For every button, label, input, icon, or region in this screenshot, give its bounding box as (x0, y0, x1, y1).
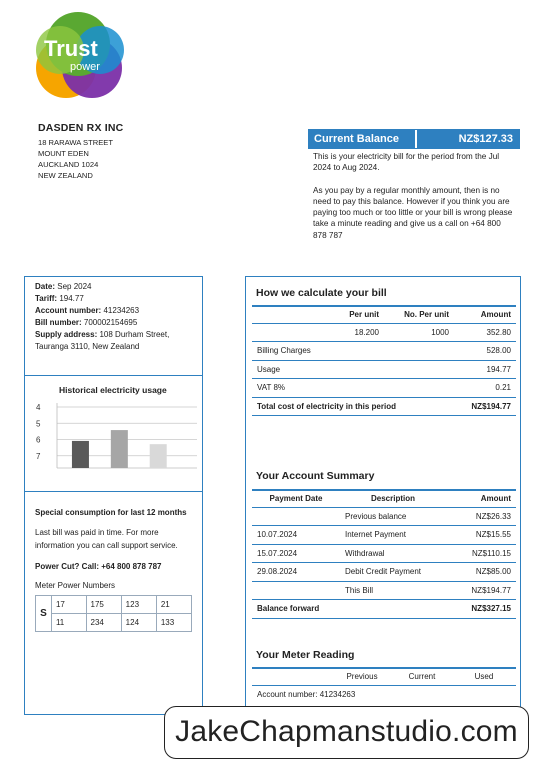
meter-reading-title: Your Meter Reading (256, 649, 355, 661)
historical-usage-box (24, 375, 203, 492)
meter-numbers-table (35, 595, 192, 632)
address-line: 18 RARAWA STREET (38, 138, 113, 147)
header-description: Description (370, 494, 415, 504)
calc-total-row: Total cost of electricity in this period NZ$194.77 (252, 398, 516, 417)
watermark: JakeChapmanstudio.com (164, 706, 529, 759)
meter-cell: 123 (121, 596, 156, 614)
meter-cell: 124 (121, 614, 156, 632)
special-title: Special consumption for last 12 months (35, 508, 187, 517)
meter-numbers-title: Meter Power Numbers (35, 581, 116, 590)
chart-bar (150, 444, 167, 468)
header-current: Current (408, 672, 436, 682)
usage-chart (25, 376, 204, 493)
supply-address-line: Supply address: 108 Durham Street, Tauranga 3110, New Zealand (35, 330, 170, 351)
date-line: Date: Sep 2024 (35, 282, 92, 291)
meter-cell: 17 (51, 596, 86, 614)
summary-balance-row: Balance forward NZ$327.15 (252, 600, 516, 619)
calc-row: Usage 194.77 (252, 361, 516, 380)
bill-details-box (245, 276, 521, 716)
summary-row: 10.07.2024 Internet Payment NZ$15.55 (252, 526, 516, 545)
svg-text:power: power (70, 61, 100, 73)
address-line: NEW ZEALAND (38, 171, 93, 180)
y-tick-label: 4 (36, 403, 41, 412)
meter-label: S (36, 596, 52, 632)
calc-header-row (252, 305, 516, 324)
special-text: Last bill was paid in time. For more information you can call support service. (35, 528, 178, 550)
bill-info-box (24, 276, 203, 376)
summary-title: Your Account Summary (256, 470, 375, 482)
meter-cell: 21 (156, 596, 191, 614)
header-amount: Amount (480, 310, 511, 320)
tariff-line: Tariff: 194.77 (35, 294, 84, 303)
balance-info-text: As you pay by a regular monthly amount, then is no need to pay this balance. However if you think you are paying too much or too little or your bill is wrong please take a minute reading and give us a call on +64 800 878 787 (313, 185, 513, 240)
address-line: AUCKLAND 1024 (38, 160, 99, 169)
bill-number-line: Bill number: 700002154695 (35, 318, 138, 327)
summary-header-row (252, 489, 516, 508)
calc-title: How we calculate your bill (256, 287, 387, 299)
meter-cell: 11 (51, 614, 86, 632)
balance-label: Current Balance (309, 130, 415, 148)
y-tick-label: 7 (36, 451, 41, 461)
power-cut-line: Power Cut? Call: +64 800 878 787 (35, 562, 162, 571)
header-no-per-unit: No. Per unit (404, 310, 449, 320)
chart-bar (111, 430, 128, 468)
chart-title: Historical electricity usage (59, 385, 167, 395)
meter-cell: 133 (156, 614, 191, 632)
calc-row: Billing Charges 528.00 (252, 342, 516, 361)
customer-name: DASDEN RX INC (38, 122, 124, 134)
header-payment-date: Payment Date (269, 494, 323, 504)
meter-account-row: Account number: 41234263 (257, 690, 356, 700)
special-consumption-box (24, 491, 203, 715)
meter-header-row (252, 667, 516, 686)
svg-text:Trust: Trust (44, 36, 98, 61)
header-used: Used (474, 672, 494, 682)
summary-table (252, 489, 516, 619)
header-previous: Previous (346, 672, 378, 682)
current-balance-panel (308, 129, 520, 252)
header-per-unit: Per unit (349, 310, 379, 320)
balance-period-text: This is your electricity bill for the period from the Jul 2024 to Aug 2024. (313, 152, 500, 173)
account-number-line: Account number: 41234263 (35, 306, 140, 315)
chart-bar (72, 441, 89, 468)
customer-address (38, 123, 238, 181)
y-tick-label: 5 (36, 419, 41, 429)
meter-cell: 175 (86, 596, 121, 614)
calc-row: VAT 8% 0.21 (252, 379, 516, 398)
meter-reading-table (252, 667, 516, 704)
calc-row: 18.200 1000 352.80 (252, 324, 516, 343)
address-line: MOUNT EDEN (38, 149, 89, 158)
meter-cell: 234 (86, 614, 121, 632)
summary-row: Previous balance NZ$26.33 (252, 508, 516, 527)
y-tick-label: 6 (36, 435, 41, 445)
header-amount: Amount (480, 494, 511, 504)
summary-row: 15.07.2024 Withdrawal NZ$110.15 (252, 545, 516, 564)
summary-row: This Bill NZ$194.77 (252, 582, 516, 601)
summary-row: 29.08.2024 Debit Credit Payment NZ$85.00 (252, 563, 516, 582)
balance-amount: NZ$127.33 (415, 130, 519, 148)
calc-table (252, 305, 516, 416)
balance-bar (308, 129, 520, 149)
trustpower-logo (30, 10, 130, 105)
